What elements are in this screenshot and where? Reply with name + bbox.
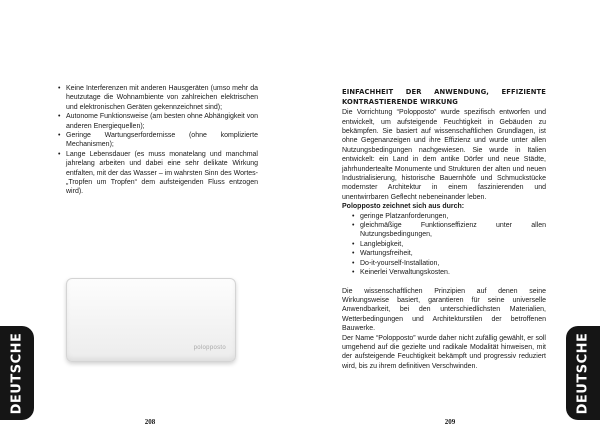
list-item: • Autonome Funktionsweise (am besten ohne Abhängigkeit von anderen Energiequellen); — [58, 112, 258, 131]
list-item: • Geringe Wartungserfordernisse (ohne komplizierte Mechanismen); — [58, 131, 258, 150]
features-list — [352, 212, 546, 278]
list-item: • Do-it-yourself-Installation, — [352, 259, 546, 268]
language-tab-label: DEUTSCHE — [575, 332, 591, 414]
device-image — [66, 278, 236, 362]
right-column — [342, 88, 546, 371]
right-page — [300, 0, 600, 436]
principles-paragraph: Die wissenschaftlichen Prinzipien auf denen seine Wirkungsweise basiert, garantieren für seine universelle Anwendbarkeit, bei den unterschiedlichsten Materialien, Wetterbedingungen und Architekturstilen der betroffenen Bauwerke. — [342, 287, 546, 333]
list-item: • gleichmäßige Funktionseffizienz unter allen Nutzungsbedingungen, — [352, 221, 546, 240]
page-number-right: 209 — [444, 418, 456, 426]
list-item: • Lange Lebensdauer (es muss monatelang und manchmal jahrelang arbeiten und dabei eine sehr delikate Wirkung entfalten, mit der das Wasser – im wahrsten Sinn des Wortes- „Tropfen um Tropfen“ dem aufsteigenden Fluss entzogen wird). — [58, 150, 258, 197]
list-item: • geringe Platzanforderungen, — [352, 212, 546, 221]
requirements-list — [58, 84, 258, 197]
language-tab-left — [0, 326, 34, 420]
device-logo: polopposto — [193, 345, 226, 351]
list-item: • Keinerlei Verwaltungskosten. — [352, 268, 546, 277]
intro-paragraph: Die Vorrichtung “Polopposto” wurde spezifisch entworfen und entwickelt, um aufsteigende Feuchtigkeit in Gebäuden zu bekämpfen. Sie basiert auf wissenschaftlichen Grundlagen, ist ohne Gegenanzeigen und ihre Effizienz und wurde unter allen Nutzungsbedingungen nachgewiesen. Sie wurde in Italien entwickelt: ein Land in dem antike Dörfer und neue Städte, jahrhundertealte Monumente und Strukturen der alten und neuen Industrialisierung, historische Bauernhöfe und Schmuckstücke modernster Architektur in einem faszinierenden und unentwirrbaren Geflecht nebeneinander leben. — [342, 109, 546, 201]
section-heading: EINFACHHEIT DER ANWENDUNG, EFFIZIENTE KONTRASTIERENDE WIRKUNG — [342, 88, 546, 106]
list-item: • Wartungsfreiheit, — [352, 249, 546, 258]
language-tab-label: DEUTSCHE — [9, 332, 25, 414]
name-paragraph: Der Name “Polopposto” wurde daher nicht zufällig gewählt, er soll umgehend auf die gezielte und radikale Modalität hinweisen, mit der aufsteigende Feuchtigkeit bekämpft und progressiv reduziert wird, bis zu ihrem definitiven Verschwinden. — [342, 334, 546, 370]
list-item: • Langlebigkeit, — [352, 240, 546, 249]
list-item: • Keine Interferenzen mit anderen Hausgeräten (umso mehr da heutzutage die Wohnambiente von zahlreichen elektrischen und elektronischen Geräten gekennzeichnet sind); — [58, 84, 258, 112]
features-title: Polopposto zeichnet sich aus durch: — [342, 203, 465, 211]
language-tab-right — [566, 326, 600, 420]
page-number-left: 208 — [144, 418, 156, 426]
